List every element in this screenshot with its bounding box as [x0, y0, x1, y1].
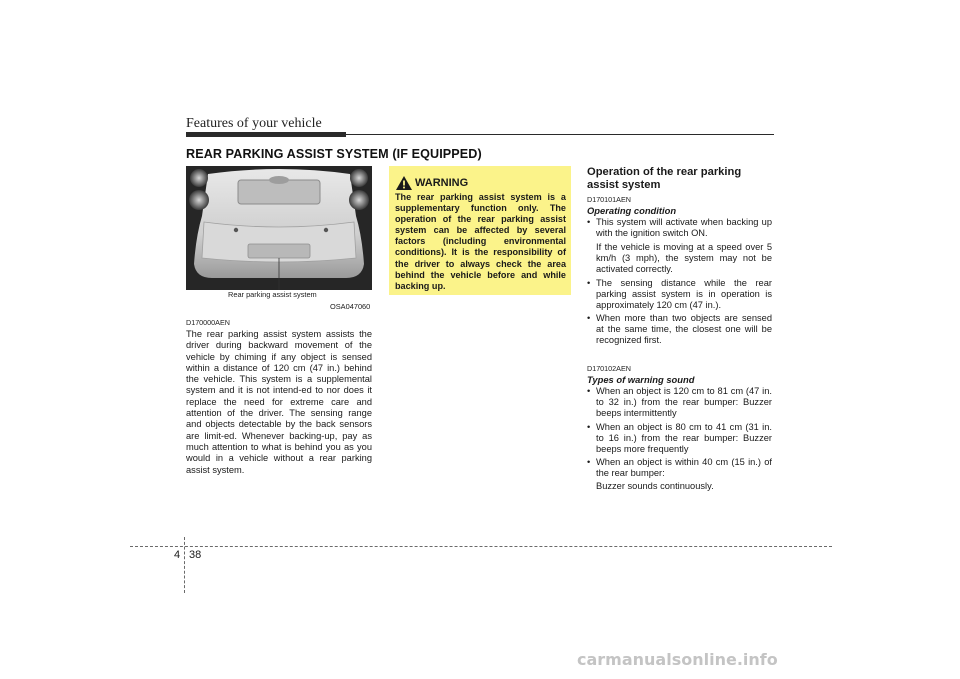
warning-box [389, 166, 571, 295]
list-item-continuation: If the vehicle is moving at a speed over 5 km/h (3 mph), the system may not be activated correctly. [596, 242, 772, 275]
rear-bumper-figure [186, 166, 372, 312]
sounds-heading: Types of warning sound [587, 374, 695, 385]
intro-code: D170000AEN [186, 318, 230, 327]
footer-rule [130, 546, 832, 547]
warning-title: WARNING [415, 177, 469, 189]
rear-car-illustration [186, 166, 372, 290]
warning-text: The rear parking assist system is a supplementary function only. The operation of the rear parking assist system can be affected by several factors (including environmental conditions). It is the responsibility of the driver to always check the area behind the vehicle before and while backing up. [395, 192, 566, 291]
list-item: • When an object is 120 cm to 81 cm (47 in. to 32 in.) from the rear bumper: Buzzer beeps intermittently [587, 386, 772, 419]
section-title: REAR PARKING ASSIST SYSTEM (IF EQUIPPED) [186, 147, 482, 161]
condition-code: D170101AEN [587, 195, 631, 204]
chapter-number: 4 [174, 549, 181, 561]
list-item: • When an object is within 40 cm (15 in.) of the rear bumper: [587, 457, 772, 479]
intro-paragraph: The rear parking assist system assists the driver during backward movement of the vehicle by chiming if any object is sensed within a distance of 120 cm (47 in.) behind the vehicle. This system is a supplemental system and it is not intend-ed to nor does it replace the need for extreme care and attention of the driver. The sensing range and objects detectable by the back sensors are limit-ed. Whenever backing-up, pay as much attention to what is behind you as you would in a vehicle without a rear parking assist system. [186, 329, 372, 475]
sounds-code: D170102AEN [587, 364, 631, 373]
footer-divider [184, 537, 185, 593]
page-number: 38 [189, 549, 202, 561]
operation-title: Operation of the rear parking assist system [587, 166, 742, 191]
warning-triangle-icon [396, 176, 412, 190]
header-bar [186, 132, 346, 137]
header-title: Features of your vehicle [186, 116, 322, 131]
list-item: • This system will activate when backing up with the ignition switch ON. [587, 217, 772, 239]
list-item: • When more than two objects are sensed at the same time, the closest one will be recognized first. [587, 313, 772, 346]
list-item: • When an object is 80 cm to 41 cm (31 in. to 16 in.) from the rear bumper: Buzzer beeps more frequently [587, 422, 772, 455]
watermark: carmanualsonline.info [577, 650, 778, 669]
header-rule [346, 134, 774, 135]
list-item: • The sensing distance while the rear parking assist system is in operation is approximately 120 cm (47 in.). [587, 278, 772, 311]
list-item-continuation: Buzzer sounds continuously. [596, 481, 714, 491]
figure-code: OSA047060 [330, 302, 371, 311]
figure-callout: Rear parking assist system [228, 290, 317, 299]
figure-caption-strip [186, 290, 372, 312]
condition-heading: Operating condition [587, 205, 677, 216]
